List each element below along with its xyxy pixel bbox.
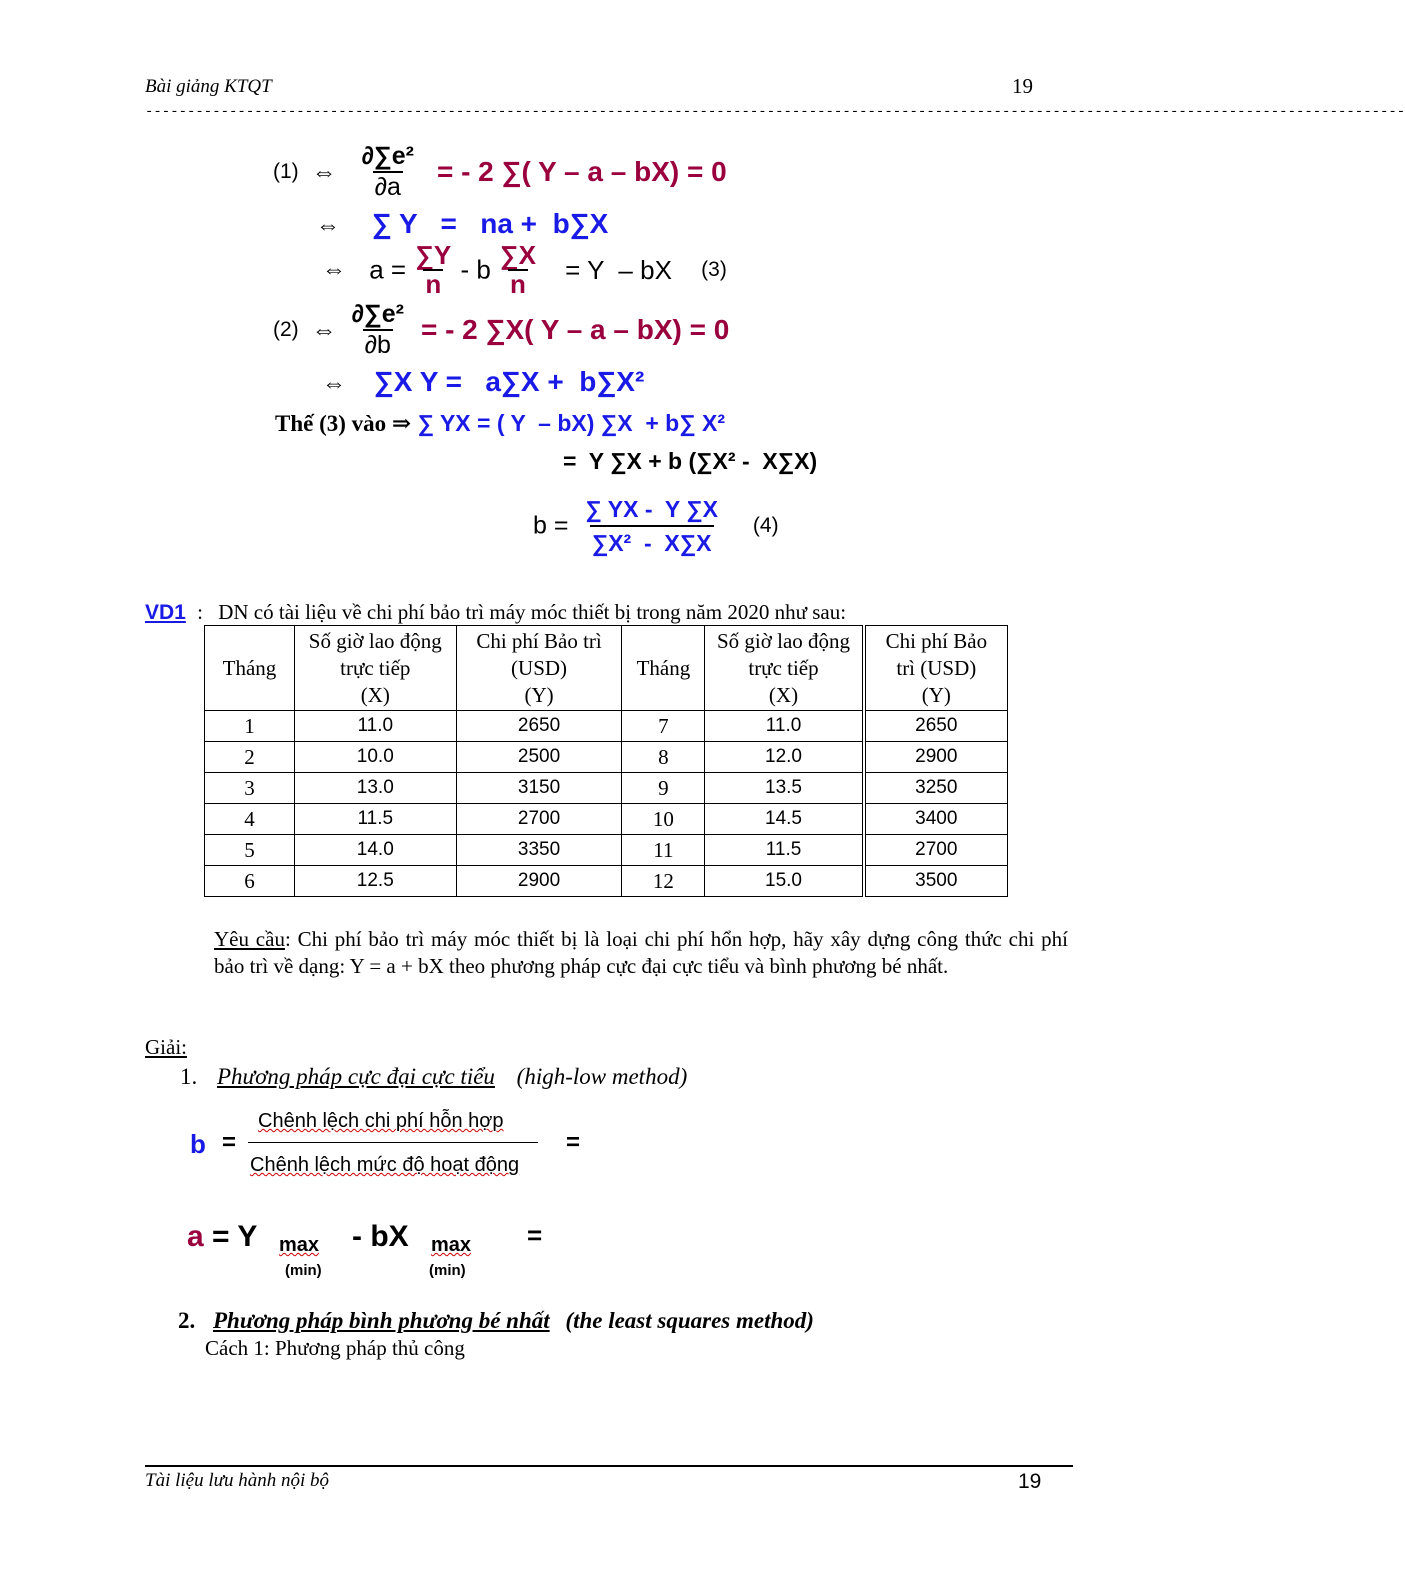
requirement-text: : Chi phí bảo trì máy móc thiết bị là loại chi phí hổn hợp, hãy xây dựng công thức chi phí bảo trì về dạng: Y = a + bX theo phương pháp cực đại cực tiểu và bình phương bé nhất.: [214, 927, 1068, 978]
table-row: [205, 866, 1008, 897]
cell-cost-2: 2900: [864, 742, 1008, 773]
substitution-expression: ∑ YX = ( Y – bX) ∑X + b∑ X²: [417, 410, 725, 436]
requirement-label: Yêu cầu: [214, 927, 285, 951]
header-line: (X): [768, 682, 799, 707]
eq1b-expression: ∑ Y = na + b∑X: [371, 208, 609, 239]
cell-cost: 2650: [456, 711, 622, 742]
high-low-a-equals: =: [527, 1220, 543, 1250]
substitution-expression-2: = Y ∑X + b (∑X² - X∑X): [563, 448, 818, 474]
equivalence-arrow: ⇔: [311, 157, 337, 186]
equation-2: [273, 300, 729, 360]
eq1c-numerator-x: ∑X: [500, 240, 536, 270]
cell-cost-2: 3400: [864, 804, 1008, 835]
header-line: Số giờ lao động: [716, 628, 851, 653]
header-line: Chi phí Bảo trì: [476, 628, 602, 653]
col-header-month-2: [622, 626, 705, 711]
header-line: (X): [360, 682, 390, 707]
cell-cost: 3350: [456, 835, 622, 866]
high-low-a-sub-min-2: (min): [429, 1262, 466, 1279]
header-line: (Y): [921, 682, 951, 707]
equation-1c: [322, 242, 727, 298]
header-line: (USD): [511, 655, 568, 680]
cell-hours: 10.0: [294, 742, 456, 773]
example-intro: [145, 600, 846, 625]
footer-text: Tài liệu lưu hành nội bộ: [145, 1470, 330, 1491]
cell-hours: 13.0: [294, 773, 456, 804]
cell-hours-2: 13.5: [705, 773, 864, 804]
table-row: [205, 742, 1008, 773]
high-low-b-equals-1: =: [222, 1129, 237, 1156]
cell-month-2: 7: [622, 711, 705, 742]
table-row: [205, 804, 1008, 835]
way-1-text: Cách 1: Phương pháp thủ công: [205, 1336, 465, 1360]
header-line: Số giờ lao động: [308, 628, 442, 653]
b-formula-fraction: [583, 493, 720, 559]
cell-hours-2: 12.0: [705, 742, 864, 773]
b-formula: [533, 493, 779, 559]
cell-hours: 12.5: [294, 866, 456, 897]
cell-hours: 11.0: [294, 711, 456, 742]
high-low-a-mid: - bX: [352, 1220, 409, 1253]
method-1-number: 1.: [180, 1064, 198, 1089]
b-formula-lhs: b =: [533, 511, 569, 540]
cell-cost-2: 3500: [864, 866, 1008, 897]
substitution-line: [275, 410, 725, 437]
method-1-title: Phương pháp cực đại cực tiểu: [217, 1064, 495, 1089]
high-low-a-formula: [187, 1220, 567, 1284]
eq1c-denominator-n2: n: [510, 269, 526, 299]
eq2-label: (2): [273, 318, 299, 341]
method-1-english: (high-low method): [516, 1064, 688, 1089]
b-formula-denominator: ∑X² - X∑X: [590, 525, 714, 559]
header-line: trực tiếp: [340, 655, 411, 680]
eq1c-fraction-x: [498, 242, 538, 298]
cell-month-2: 10: [622, 804, 705, 835]
cell-month: 6: [205, 866, 295, 897]
header-line: Chi phí Bảo: [885, 628, 988, 653]
header-line: trì (USD): [896, 655, 977, 680]
method-2-title: Phương pháp bình phương bé nhất: [213, 1308, 550, 1333]
example-intro-text: DN có tài liệu về chi phí bảo trì máy móc thiết bị trong năm 2020 như sau:: [218, 600, 847, 624]
eq4-label: (4): [752, 514, 779, 537]
eq1c-rhs: = Y – bX: [565, 254, 672, 285]
cell-cost: 2500: [456, 742, 622, 773]
substitution-text: Thế (3) vào ⇒: [275, 411, 412, 436]
eq3-label: (3): [701, 258, 727, 281]
footer-divider: [145, 1465, 1073, 1467]
eq1-numerator: ∂∑e²: [361, 142, 414, 170]
eq1c-mid: - b: [460, 254, 491, 285]
b-formula-numerator: ∑ YX - Y ∑X: [585, 496, 718, 522]
eq1c-numerator-y: ∑Y: [415, 240, 452, 270]
cell-hours-2: 14.5: [705, 804, 864, 835]
substitution-line-2: [563, 448, 817, 475]
cell-cost: 3150: [456, 773, 622, 804]
maintenance-cost-table: [204, 625, 1008, 897]
method-2-heading: [178, 1308, 814, 1334]
cell-hours-2: 15.0: [705, 866, 864, 897]
col-header-cost-2: [864, 626, 1008, 711]
col-header-month: [205, 626, 295, 711]
cell-cost: 2900: [456, 866, 622, 897]
cell-cost: 2700: [456, 804, 622, 835]
header-line: trực tiếp: [748, 655, 819, 680]
high-low-b-label: b: [190, 1129, 206, 1159]
eq1-label: (1): [273, 160, 299, 183]
equivalence-arrow: ⇔: [316, 212, 340, 239]
header-divider: ------------------------------------------------------------------------------------------------------------------------------------------------------: [145, 104, 1405, 120]
method-2-number: 2.: [178, 1308, 196, 1333]
high-low-a-rest: = Y: [203, 1220, 258, 1253]
cell-hours-2: 11.5: [705, 835, 864, 866]
header-line: Tháng: [636, 655, 691, 680]
cell-month-2: 11: [622, 835, 705, 866]
high-low-b-denominator: Chênh lệch mức độ hoạt động: [250, 1154, 520, 1176]
header-line: (Y): [524, 682, 554, 707]
eq2-rhs: = - 2 ∑X( Y – a – bX) = 0: [420, 314, 730, 345]
table-row: [205, 773, 1008, 804]
equation-1: [273, 142, 727, 202]
eq1c-denominator-n: n: [425, 269, 442, 299]
high-low-b-numerator: Chênh lệch chi phí hỗn hợp: [258, 1110, 504, 1132]
high-low-a-letter: a: [187, 1220, 204, 1253]
cell-month: 3: [205, 773, 295, 804]
example-colon: :: [197, 600, 203, 624]
col-header-hours: [294, 626, 456, 711]
header-line: Tháng: [222, 655, 277, 680]
cell-month-2: 12: [622, 866, 705, 897]
footer-page-number: 19: [1018, 1470, 1042, 1493]
high-low-a-label: [187, 1220, 257, 1254]
table-header-row: [205, 626, 1008, 711]
cell-hours: 14.0: [294, 835, 456, 866]
equivalence-arrow: ⇔: [311, 315, 337, 344]
col-header-cost: [456, 626, 622, 711]
example-label: VD1: [145, 601, 186, 624]
cell-month: 2: [205, 742, 295, 773]
method-1-heading: [180, 1064, 687, 1090]
eq2-numerator: ∂∑e²: [351, 300, 404, 328]
high-low-a-sub-max-1: max: [279, 1234, 320, 1256]
equation-1b: [316, 208, 608, 240]
high-low-b-equals-2: =: [566, 1129, 581, 1156]
cell-month: 1: [205, 711, 295, 742]
cell-cost-2: 2650: [864, 711, 1008, 742]
eq1-denominator: ∂a: [374, 173, 401, 201]
table-row: [205, 835, 1008, 866]
cell-month: 5: [205, 835, 295, 866]
eq2-denominator: ∂b: [364, 331, 391, 359]
equivalence-arrow: ⇔: [322, 256, 346, 283]
eq1c-fraction-y: [413, 242, 453, 298]
high-low-b-fraction-bar: [248, 1142, 538, 1143]
cell-month-2: 9: [622, 773, 705, 804]
eq2-fraction: [350, 300, 406, 360]
table-row: [205, 711, 1008, 742]
eq2b-expression: ∑X Y = a∑X + b∑X²: [373, 366, 645, 397]
eq1-rhs: = - 2 ∑( Y – a – bX) = 0: [436, 156, 727, 187]
cell-cost-2: 2700: [864, 835, 1008, 866]
cell-cost-2: 3250: [864, 773, 1008, 804]
method-2-english: (the least squares method): [565, 1308, 814, 1333]
solution-label: Giải:: [145, 1035, 187, 1059]
header-title: Bài giảng KTQT: [145, 76, 272, 97]
eq1-fraction: [360, 142, 416, 202]
cell-hours: 11.5: [294, 804, 456, 835]
high-low-a-sub-max-2: max: [431, 1234, 472, 1256]
high-low-a-sub-min-1: (min): [285, 1262, 322, 1279]
requirement-paragraph: [214, 926, 1068, 980]
cell-month: 4: [205, 804, 295, 835]
equation-2b: [322, 366, 644, 398]
eq1c-lhs: a =: [369, 254, 407, 285]
cell-hours-2: 11.0: [705, 711, 864, 742]
col-header-hours-2: [705, 626, 864, 711]
cell-month-2: 8: [622, 742, 705, 773]
equivalence-arrow: ⇔: [322, 370, 346, 397]
header-page-number: 19: [1012, 74, 1033, 98]
